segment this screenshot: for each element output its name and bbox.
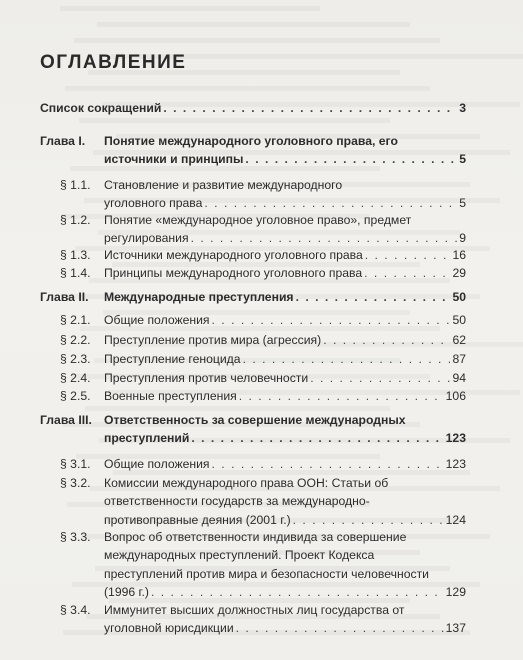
toc-entry[interactable]	[104, 528, 466, 601]
toc-entry-label: § 2.3.	[60, 352, 91, 366]
toc-entry[interactable]	[104, 387, 466, 405]
show-through-stroke	[74, 38, 440, 43]
toc-entry-title-line: Принципы международного уголовного права	[104, 266, 363, 280]
toc-entry[interactable]	[104, 288, 466, 306]
toc-entry-title-line: Военные преступления	[104, 389, 237, 403]
toc-page-number: 16	[452, 248, 466, 262]
toc-entry-title-line: Преступление против мира (агрессия)	[104, 333, 322, 347]
toc-entry[interactable]	[104, 264, 466, 282]
toc-entry-label: § 2.2.	[60, 333, 91, 347]
dot-leader	[365, 246, 451, 264]
toc-entry[interactable]	[40, 99, 466, 117]
toc-entry-label: § 2.5.	[60, 389, 91, 403]
toc-entry[interactable]	[104, 311, 466, 329]
toc-page-number: 123	[445, 431, 466, 446]
toc-entry-label: § 3.1.	[60, 457, 91, 471]
toc-entry-title-line: Список сокращений	[40, 101, 162, 115]
toc-entry[interactable]	[104, 331, 466, 349]
toc-entry-title-line: Понятие международного уголовного права, его	[104, 134, 398, 148]
toc-entry[interactable]	[104, 369, 466, 387]
toc-entry-label: § 3.3.	[60, 530, 91, 544]
toc-entry-label: § 3.4.	[60, 603, 91, 617]
dot-leader	[212, 455, 444, 473]
toc-entry-label: § 3.2.	[60, 476, 91, 490]
show-through-stroke	[60, 6, 320, 11]
toc-page-number: 129	[445, 584, 466, 599]
toc-entry-title-line: Общие положения	[104, 457, 210, 471]
toc-entry[interactable]	[104, 132, 466, 169]
toc-entry-title-line: Преступления против человечности	[104, 371, 309, 385]
toc-entry-label: Глава III.	[40, 413, 92, 427]
toc-page-number: 50	[452, 313, 466, 327]
toc-page-number: 94	[452, 371, 466, 385]
toc-entry-title-line: Вопрос об ответственности индивида за совершение	[104, 530, 407, 544]
toc-entry-label: § 1.2.	[60, 213, 91, 227]
toc-entry-title-line: уголовной юрисдикции	[104, 621, 234, 636]
toc-entry-title-line: Понятие «международное уголовное право», предмет	[104, 213, 412, 227]
toc-entry[interactable]	[104, 474, 466, 529]
dot-leader	[163, 99, 457, 117]
dot-leader	[243, 350, 451, 368]
dot-leader	[191, 229, 458, 247]
toc-entry-label: § 1.3.	[60, 248, 91, 262]
toc-entry-label: § 1.1.	[60, 178, 91, 192]
toc-page-number: 3	[459, 101, 466, 115]
toc-page-number: 5	[459, 152, 466, 167]
toc-entry[interactable]	[104, 211, 466, 248]
toc-entry[interactable]	[104, 176, 466, 213]
dot-leader	[239, 387, 444, 405]
toc-entry[interactable]	[104, 350, 466, 368]
toc-entry[interactable]	[104, 246, 466, 264]
toc-entry-title-line: противоправные деяния (2001 г.)	[104, 512, 291, 527]
toc-entry-label: § 1.4.	[60, 266, 91, 280]
toc-entry-title-line: Международные преступления	[104, 290, 294, 304]
dot-leader	[236, 619, 444, 637]
toc-entry-title-line: международных преступлений. Проект Кодекса	[104, 548, 375, 563]
toc-page-number: 9	[459, 231, 466, 246]
toc-entry-title-line: источники и принципы	[104, 152, 244, 167]
toc-entry-label: Глава I.	[40, 134, 86, 148]
dot-leader	[293, 511, 444, 529]
toc-page-number: 5	[459, 196, 466, 211]
toc-page-number: 29	[452, 266, 466, 280]
toc-entry-title-line: преступлений против мира и безопасности человечности	[104, 566, 429, 581]
toc-entry[interactable]	[104, 411, 466, 448]
toc-entry-title-line: преступлений	[104, 431, 190, 446]
toc-page-number: 87	[452, 352, 466, 366]
toc-entry-title-line: Ответственность за совершение международных	[104, 413, 406, 427]
toc-entry-label: § 2.1.	[60, 313, 91, 327]
dot-leader	[323, 331, 450, 349]
show-through-stroke	[79, 118, 390, 123]
dot-leader	[204, 194, 457, 212]
toc-entry-title-line: (1996 г.)	[104, 584, 149, 599]
toc-entry-label: § 2.4.	[60, 371, 91, 385]
toc-entry-title-line: Общие положения	[104, 313, 210, 327]
dot-leader	[310, 369, 450, 387]
toc-entry[interactable]	[104, 455, 466, 473]
toc-page-number: 123	[445, 457, 466, 471]
dot-leader	[245, 150, 457, 168]
toc-entry-title-line: регулирования	[104, 231, 189, 246]
toc-page-number: 62	[452, 333, 466, 347]
toc-entry-title-line: ответственности государств за международно-	[104, 494, 370, 509]
toc-entry-label: Глава II.	[40, 290, 89, 304]
toc-entry-title-line: Иммунитет высших должностных лиц государства от	[104, 603, 405, 617]
show-through-stroke	[65, 86, 430, 91]
toc-entry-title-line: Источники международного уголовного права	[104, 248, 363, 262]
dot-leader	[151, 583, 444, 601]
toc-entry-title-line: Становление и развитие международного	[104, 178, 343, 192]
dot-leader	[364, 264, 450, 282]
toc-page-number: 137	[445, 621, 466, 636]
toc-entry-title-line: уголовного права	[104, 196, 203, 211]
toc-entry-title-line: Комиссии международного права ООН: Статьи об	[104, 476, 389, 490]
dot-leader	[296, 288, 451, 306]
toc-page-number: 50	[452, 290, 466, 304]
toc-page-number: 106	[445, 389, 466, 403]
toc-entry[interactable]	[104, 601, 466, 638]
show-through-stroke	[97, 22, 410, 27]
dot-leader	[212, 311, 451, 329]
toc-page-number: 124	[445, 512, 466, 527]
toc-entry-title-line: Преступление геноцида	[104, 352, 241, 366]
toc-heading: ОГЛАВЛЕНИЕ	[40, 52, 187, 73]
dot-leader	[191, 429, 443, 447]
